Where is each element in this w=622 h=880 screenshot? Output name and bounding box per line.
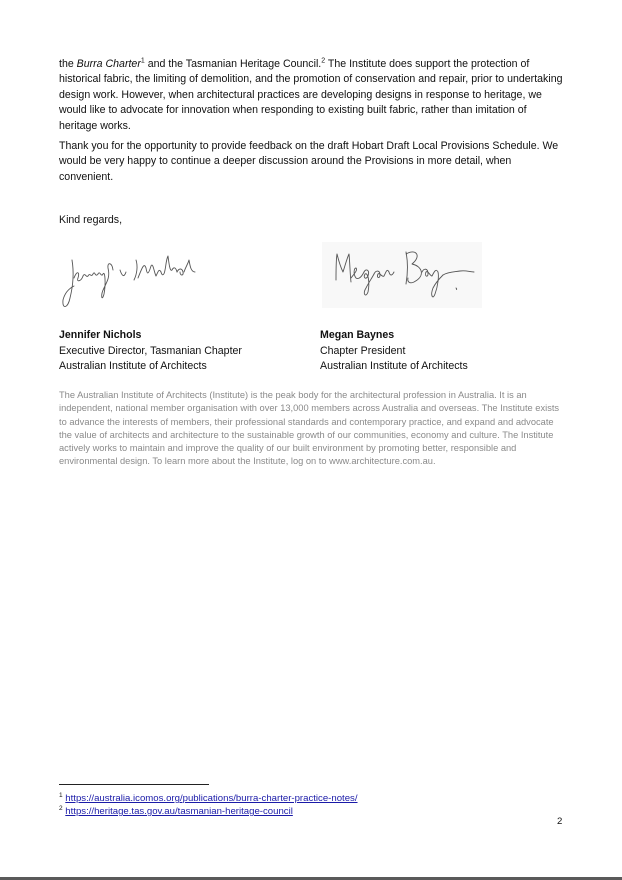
paragraph-text: the	[59, 58, 77, 70]
footnote-link[interactable]: https://australia.icomos.org/publications/burra-charter-practice-notes/	[65, 793, 358, 805]
body-paragraph-2: Thank you for the opportunity to provide feedback on the draft Hobart Draft Local Provisions Schedule. We would be very happy to continue a deeper discussion around the Provisions in more detail, when convenient.	[59, 140, 559, 183]
paragraph-text: The Institute does support the protection of historical fabric, the limiting of demolition, and the promotion of conservation and repair, prior to undertaking design work. However, when architectural practices are developing designs in response to heritage, we would like to advocate for innovation when responding to existing built fabric, rather than imitation of heritage works.	[59, 58, 563, 132]
footnote-number: 1	[59, 792, 63, 799]
paragraph-text: and the Tasmanian Heritage Council.	[144, 58, 322, 70]
signatory-organisation: Australian Institute of Architects	[320, 360, 468, 372]
footnote-ref-2[interactable]: 2	[321, 57, 326, 65]
signatory-name: Jennifer Nichols	[59, 329, 142, 341]
signatory-organisation: Australian Institute of Architects	[59, 360, 207, 372]
footnote-number: 2	[59, 805, 63, 812]
signatory-block-1	[59, 328, 299, 375]
signature-megan-baynes	[322, 242, 482, 308]
signatory-block-2	[320, 328, 560, 375]
burra-charter-title: Burra Charter	[76, 58, 141, 70]
page-number: 2	[557, 816, 563, 827]
footnote-separator	[59, 784, 209, 785]
footnote-2	[59, 803, 293, 818]
closing-salutation: Kind regards,	[59, 214, 123, 226]
institute-about-text: The Australian Institute of Architects (Institute) is the peak body for the architectural profession in Australia. It is an independent, national member organisation with over 13,000 members across Australia and overseas. The Institute exists to advance the interests of members, their professional standards and contemporary practice, and expand and advocate the value of architects and architecture to the sustainable growth of our communities, economy and culture. The Institute actively works to maintain and improve the quality of our built environment by promoting better, responsible and environmental design. To learn more about the Institute, log on to www.architecture.com.au.	[59, 390, 560, 467]
body-paragraph-1	[59, 57, 567, 134]
signature-jennifer-nichols	[58, 250, 208, 314]
footnote-link[interactable]: https://heritage.tas.gov.au/tasmanian-heritage-council	[65, 806, 293, 818]
signatory-title: Chapter President	[320, 344, 406, 357]
signatory-name: Megan Baynes	[320, 329, 395, 341]
signatory-title: Executive Director, Tasmanian Chapter	[59, 344, 242, 357]
footnote-ref-1[interactable]: 1	[140, 57, 145, 65]
